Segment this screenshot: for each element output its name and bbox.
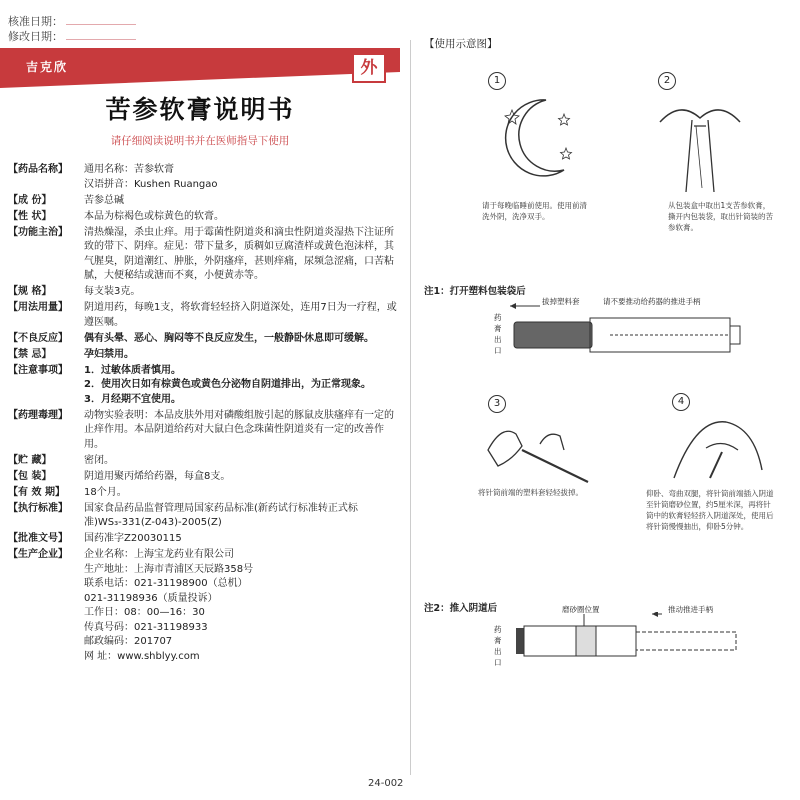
- approval-dates: [8, 14, 136, 44]
- lying-position-icon: [666, 408, 776, 484]
- note-2-push-label: 推动推进手柄: [668, 605, 713, 614]
- section-value: 清热燥湿，杀虫止痒。用于霉菌性阴道炎和滴虫性阴道炎湿热下注证所致的带下、阴痒。症见：带下量多，质稠如豆腐渣样或黄色泡沫样，其气腥臭，阴道潮红、肿胀，外阴瘙痒，甚则痒痛，尿频急涩痛，口苦粘腻，大便秘结或溏而不爽，小便黄赤等。: [84, 226, 394, 281]
- section-value: 偶有头晕、恶心、胸闷等不良反应发生，一般静卧休息即可缓解。: [84, 332, 374, 344]
- section-label: 【药理毒理】: [8, 409, 68, 421]
- section-row: [8, 364, 400, 408]
- section-value: 国药准字Z20030115: [84, 533, 182, 544]
- section-value: 1．过敏体质者慎用。 2．使用次日如有棕黄色或黄色分泌物自阴道排出，为正常现象。 3．月经期不宜使用。: [84, 364, 371, 405]
- syringe-pushed-icon: [512, 612, 762, 672]
- external-use-badge: 外: [352, 53, 386, 83]
- section-row: [8, 332, 400, 347]
- section-row: [8, 502, 400, 531]
- section-row: [8, 210, 400, 225]
- section-row: [8, 163, 400, 192]
- section-label: 【不良反应】: [8, 332, 68, 344]
- revise-date: 修改日期：: [8, 29, 136, 44]
- section-row: [8, 301, 400, 330]
- column-divider: [410, 40, 411, 775]
- page-subtitle: 请仔细阅读说明书并在医师指导下使用: [110, 135, 290, 147]
- section-value: 18个月。: [84, 486, 127, 498]
- tearing-package-icon: [650, 96, 750, 196]
- section-value: 密闭。: [84, 454, 114, 466]
- section-value: 每支装3克。: [84, 286, 141, 297]
- section-value: 国家食品药品监督管理局国家药品标准(新药试行标准转正式标准)WS₃-331(Z-043)-2005(Z): [84, 502, 358, 528]
- section-value: 苦参总碱: [84, 194, 124, 206]
- section-row: [8, 194, 400, 209]
- step-1-caption: 请于每晚临睡前使用。使用前清洗外阴，洗净双手。: [482, 201, 587, 221]
- section-row: [8, 548, 400, 664]
- section-row: [8, 532, 400, 547]
- section-label: 【生产企业】: [8, 549, 68, 560]
- diagram-title: 【使用示意图】: [424, 38, 498, 50]
- section-label: 【性 状】: [8, 210, 52, 222]
- section-label: 【注意事项】: [8, 364, 68, 376]
- step-4-number: 4: [672, 393, 690, 411]
- step-3-number: 3: [488, 395, 506, 413]
- note-2-outlet-label: 药膏出口: [494, 625, 502, 667]
- section-label: 【规 格】: [8, 286, 52, 297]
- note-1-cap-label: 拔掉塑料套: [542, 297, 580, 306]
- step-2-number: 2: [658, 72, 676, 90]
- section-row: [8, 454, 400, 469]
- page-title: 苦参软膏说明书: [105, 95, 295, 124]
- brand-name: 吉克欣: [26, 60, 69, 74]
- section-value: 通用名称：苦参软膏 汉语拼音：Kushen Ruangao: [84, 164, 218, 190]
- note-1-title: 注1：打开塑料包装袋后: [424, 286, 526, 297]
- syringe-with-cap-icon: [510, 300, 760, 370]
- section-label: 【用法用量】: [8, 302, 68, 313]
- section-label: 【禁 忌】: [8, 348, 52, 360]
- section-label: 【贮 藏】: [8, 454, 52, 466]
- section-row: [8, 285, 400, 300]
- step-4-caption: 仰卧、弯曲双腿，将针筒前端插入阴道至针筒磨砂位置，约5厘米深，再将针筒中的软膏轻轻挤入阴道深处，使用后将针筒慢慢抽出，仰卧5分钟。: [646, 489, 774, 531]
- section-label: 【有 效 期】: [8, 486, 65, 498]
- section-value: 阴道用聚丙烯给药器，每盒8支。: [84, 470, 231, 482]
- note-2-title: 注2：推入阴道后: [424, 603, 498, 614]
- section-label: 【包 装】: [8, 470, 52, 482]
- section-row: [8, 486, 400, 501]
- moon-stars-icon: [498, 92, 578, 192]
- section-value: 本品为棕褐色或棕黄色的软膏。: [84, 210, 224, 222]
- note-1-outlet-label: 药膏出口: [494, 313, 502, 355]
- section-value: 动物实验表明：本品皮肤外用对磷酸组胺引起的豚鼠皮肤瘙痒有一定的止痒作用。本品阴道给药对大鼠白色念珠菌性阴道炎有一定的改善作用。: [84, 409, 394, 450]
- section-label: 【药品名称】: [8, 164, 68, 175]
- verify-date: 核准日期：: [8, 14, 136, 29]
- section-row: [8, 348, 400, 363]
- section-row: [8, 409, 400, 453]
- section-label: 【成 份】: [8, 194, 52, 206]
- section-value: 企业名称：上海宝龙药业有限公司 生产地址：上海市青浦区天辰路358号 联系电话：021-31198900（总机） 021-31198936（质量投诉） 工作日：08：00—16：30 传真号码：021-31198933 邮政编码：201707 网 址：www.shblyy.com: [84, 549, 254, 662]
- step-2-caption: 从包装盒中取出1支苦参软膏，撕开内包装袋，取出针筒装的苦参软膏。: [668, 201, 773, 232]
- section-value: 孕妇禁用。: [84, 348, 134, 360]
- document-code: 24-002: [368, 778, 404, 789]
- section-row: [8, 470, 400, 485]
- step-3-caption: 将针筒前端的塑料套轻轻拔掉。: [478, 488, 583, 497]
- section-label: 【执行标准】: [8, 502, 68, 514]
- step-1-number: 1: [488, 72, 506, 90]
- section-label: 【批准文号】: [8, 533, 68, 544]
- note-2-frost-label: 磨砂圈位置: [562, 605, 600, 614]
- note-1-push-label: 请不要推动给药器的推进手柄: [603, 297, 701, 306]
- removing-cap-icon: [478, 410, 598, 490]
- section-row: [8, 226, 400, 284]
- section-label: 【功能主治】: [8, 226, 68, 238]
- section-value: 阴道用药，每晚1支，将软膏轻轻挤入阴道深处，连用7日为一疗程，或遵医嘱。: [84, 302, 397, 328]
